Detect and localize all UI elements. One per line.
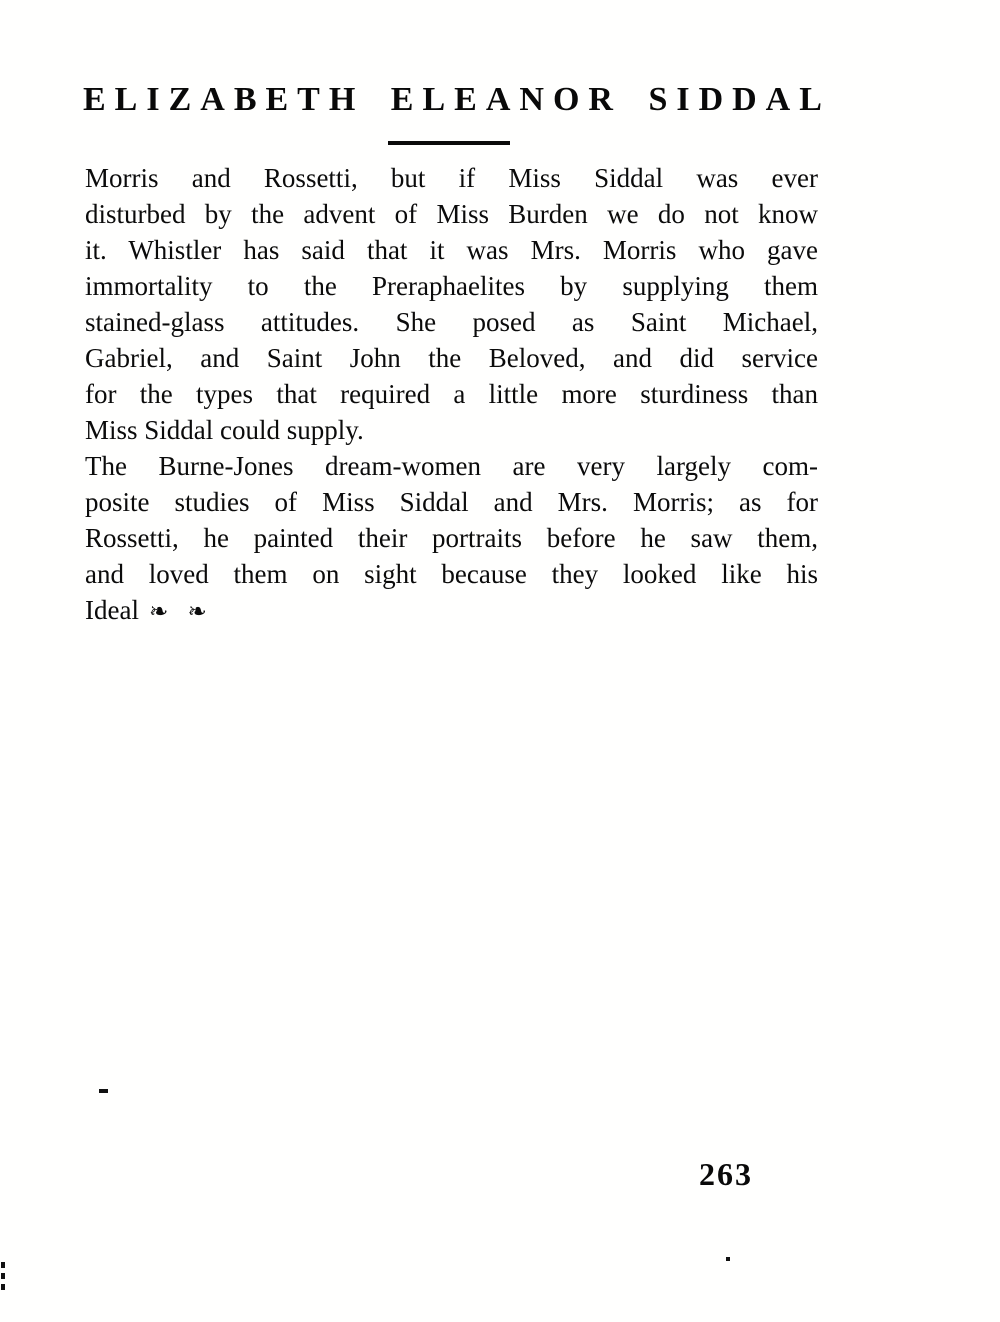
page-number: 263	[699, 1156, 753, 1192]
text-line: posite studies of Miss Siddal and Mrs. Morris; as for	[85, 487, 818, 517]
fleuron-icon: ❧ ❧	[148, 599, 213, 625]
scan-edge-artifact	[1, 1262, 6, 1296]
text-line: Gabriel, and Saint John the Beloved, and did service	[85, 343, 818, 373]
text-line: Morris and Rossetti, but if Miss Siddal was ever	[85, 163, 818, 193]
text-line: Ideal ❧ ❧	[85, 595, 213, 625]
text-line: and loved them on sight because they looked like his	[85, 559, 818, 589]
text-line: disturbed by the advent of Miss Burden we do not know	[85, 199, 818, 229]
body-text	[85, 160, 818, 630]
heading-rule	[388, 141, 510, 145]
scan-speck	[726, 1257, 730, 1261]
text-line: The Burne-Jones dream-women are very largely com-	[85, 451, 818, 481]
page-heading: ELIZABETH ELEANOR SIDDAL	[83, 81, 831, 118]
text-line: it. Whistler has said that it was Mrs. Morris who gave	[85, 235, 818, 265]
text-line: immortality to the Preraphaelites by supplying them	[85, 271, 818, 301]
text-line: Rossetti, he painted their portraits before he saw them,	[85, 523, 818, 553]
text-line: stained-glass attitudes. She posed as Saint Michael,	[85, 307, 818, 337]
text-line: for the types that required a little more sturdiness than	[85, 379, 818, 409]
scan-speck	[99, 1089, 108, 1093]
text-line: Miss Siddal could supply.	[85, 415, 364, 445]
